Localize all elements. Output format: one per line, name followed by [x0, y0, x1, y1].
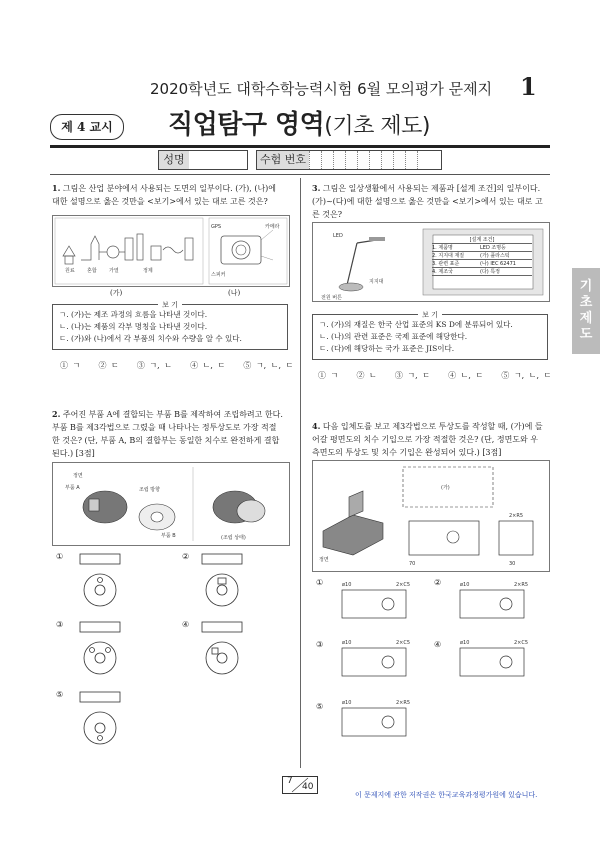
header-rule — [50, 145, 550, 148]
table-row: 2. 지지대 재질 (가) 플라스틱 — [432, 251, 532, 259]
question-2 — [52, 408, 284, 460]
q4-options — [312, 578, 552, 748]
bogi-title: 보 기 — [418, 311, 442, 319]
q2-label: 부품 B — [161, 533, 176, 539]
option-mark[interactable]: ① — [56, 552, 64, 561]
q4-option-drawings — [312, 578, 552, 748]
subject-main: 직업탐구 영역 — [168, 110, 325, 140]
svg-text:2×C5: 2×C5 — [396, 582, 411, 588]
option-mark[interactable]: ④ — [434, 640, 442, 649]
q4-label: 정면 — [319, 557, 329, 563]
table-row: 3. 관련 표준 (나) IEC 62471 — [432, 259, 532, 267]
question-number: 1. — [52, 183, 61, 193]
q2-label: 정면 — [73, 473, 83, 479]
bogi-item: ㄱ. (가)의 재질은 한국 산업 표준의 KS D에 분류되어 있다. — [319, 320, 513, 329]
design-conditions-table — [432, 236, 532, 276]
svg-text:2×C5: 2×C5 — [514, 640, 529, 646]
column-divider — [300, 178, 301, 768]
q1-fig-label-b: (나) — [228, 289, 241, 297]
option-mark[interactable]: ② — [182, 552, 190, 561]
svg-text:정제: 정제 — [143, 268, 153, 274]
name-field — [158, 150, 248, 170]
question-3 — [312, 182, 544, 221]
table-title: [설계 조건] — [469, 237, 495, 243]
q3-label: LED — [333, 233, 343, 239]
subject-sub: (기초 제도) — [324, 114, 430, 139]
table-row: 1. 제품명 LED 조명등 — [432, 243, 532, 251]
table-row: 4. 제조국 (다) 특정 — [432, 267, 532, 276]
q2-label: 부품 A — [65, 485, 80, 491]
svg-text:혼합: 혼합 — [87, 268, 97, 274]
page-number: 1 — [520, 72, 537, 101]
bogi-title: 보 기 — [158, 301, 182, 309]
q4-dim: 2×R5 — [509, 513, 524, 519]
svg-text:2×R5: 2×R5 — [514, 582, 529, 588]
svg-text:가열: 가열 — [109, 268, 119, 274]
svg-text:ø10: ø10 — [342, 640, 352, 646]
footer-page-indicator — [282, 776, 318, 794]
svg-text:2×R5: 2×R5 — [396, 700, 411, 706]
subject-title — [168, 104, 430, 141]
option-mark[interactable]: ① — [316, 578, 324, 587]
q2-label: (조립 상태) — [221, 535, 246, 541]
option-mark[interactable]: ④ — [182, 620, 190, 629]
points-label: [3점] — [75, 449, 95, 458]
q4-dim: 30 — [509, 561, 516, 567]
side-tab-char: 제 — [579, 311, 593, 326]
svg-text:2×C5: 2×C5 — [396, 640, 411, 646]
exam-number-label: 수험 번호 — [257, 151, 309, 169]
q4-projection-drawing — [313, 461, 549, 571]
q4-figure — [312, 460, 550, 572]
header-underline — [50, 174, 550, 175]
q2-label: 조립 방향 — [139, 487, 160, 493]
question-text: 주어진 부품 A에 결합되는 부품 B를 제작하여 조립하려고 한다. 부품 B를 제3각법으로 그렸을 때 나타나는 정투상도로 가장 적절한 것은? (단, 부품 A, B의 결합부는 동일한 치수로 완전하게 결합된다.) — [52, 410, 283, 458]
svg-text:원료: 원료 — [65, 268, 75, 274]
q2-options — [52, 552, 292, 752]
q3-label: 지지대 — [369, 279, 384, 285]
exam-number-cells — [309, 151, 429, 169]
q2-parts-drawing — [53, 463, 289, 545]
points-label: [3점] — [482, 448, 502, 457]
side-tab-char: 초 — [579, 295, 593, 310]
q2-figure — [52, 462, 290, 546]
question-number: 3. — [312, 183, 321, 193]
q2-option-drawings — [52, 552, 292, 752]
svg-text:스피커: 스피커 — [211, 272, 226, 278]
bogi-item: ㄴ. (나)의 관련 표준은 국제 표준에 해당한다. — [319, 332, 468, 341]
option-mark[interactable]: ③ — [56, 620, 64, 629]
question-1 — [52, 182, 284, 208]
exam-title: 2020학년도 대학수학능력시험 6월 모의평가 문제지 — [150, 80, 493, 98]
question-text: 그림은 일상생활에서 사용되는 제품과 [설계 조건]의 일부이다. (가)~(다)에 대한 설명으로 옳은 것만을 <보기>에서 있는 대로 고른 것은? — [312, 184, 543, 219]
side-tab-char: 도 — [579, 327, 593, 342]
question-number: 2. — [52, 409, 61, 419]
option-mark[interactable]: ③ — [316, 640, 324, 649]
bogi-item: ㄴ. (나)는 제품의 각부 명칭을 나타낸 것이다. — [59, 322, 208, 331]
footer-total: 40 — [302, 782, 314, 792]
q3-label: 전원 버튼 — [321, 295, 342, 301]
q1-bogi-box — [52, 301, 288, 350]
exam-number-field — [256, 150, 442, 170]
subject-side-tab — [572, 268, 600, 354]
svg-text:ø10: ø10 — [342, 582, 352, 588]
svg-text:ø10: ø10 — [460, 582, 470, 588]
q4-label: (가) — [441, 485, 450, 491]
question-number: 4. — [312, 421, 321, 431]
period-badge: 제 4 교시 — [50, 114, 124, 140]
option-mark[interactable]: ⑤ — [56, 690, 64, 699]
q3-choices: ① ㄱ ② ㄴ ③ ㄱ, ㄷ ④ ㄴ, ㄷ ⑤ ㄱ, ㄴ, ㄷ — [318, 371, 552, 380]
footer-page: 7 — [287, 776, 293, 786]
svg-text:카메라: 카메라 — [265, 224, 280, 230]
q1-figure — [52, 215, 290, 287]
svg-text:ø10: ø10 — [342, 700, 352, 706]
side-tab-char: 기 — [579, 279, 593, 294]
bogi-item: ㄷ. (가)와 (나)에서 각 부품의 치수와 수량을 알 수 있다. — [59, 334, 242, 343]
copyright-note: 이 문제지에 관한 저작권은 한국교육과정평가원에 있습니다. — [355, 791, 538, 799]
q1-choices: ① ㄱ ② ㄷ ③ ㄱ, ㄴ ④ ㄴ, ㄷ ⑤ ㄱ, ㄴ, ㄷ — [60, 361, 294, 370]
svg-text:GPS: GPS — [211, 224, 222, 230]
q4-dim: 70 — [409, 561, 416, 567]
option-mark[interactable]: ⑤ — [316, 702, 324, 711]
q1-fig-label-a: (가) — [110, 289, 123, 297]
name-label: 성명 — [159, 151, 189, 169]
question-text: 다음 입체도를 보고 제3각법으로 투상도를 작성할 때, (가)에 들어갈 평면도의 치수 기입으로 가장 적절한 것은? (단, 정면도와 우측면도의 투상도 및 치수 기입은 완성되어 있다.) — [312, 422, 543, 457]
question-4 — [312, 420, 544, 459]
question-text: 그림은 산업 분야에서 사용되는 도면의 일부이다. (가), (나)에 대한 설명으로 옳은 것만을 <보기>에서 있는 대로 고른 것은? — [52, 184, 277, 206]
q1-process-diagram — [53, 216, 289, 286]
svg-text:ø10: ø10 — [460, 640, 470, 646]
bogi-item: ㄱ. (가)는 제조 과정의 흐름을 나타낸 것이다. — [59, 310, 208, 319]
option-mark[interactable]: ② — [434, 578, 442, 587]
bogi-item: ㄷ. (다)에 해당하는 국가 표준은 JIS이다. — [319, 344, 455, 353]
q3-bogi-box — [312, 311, 548, 360]
